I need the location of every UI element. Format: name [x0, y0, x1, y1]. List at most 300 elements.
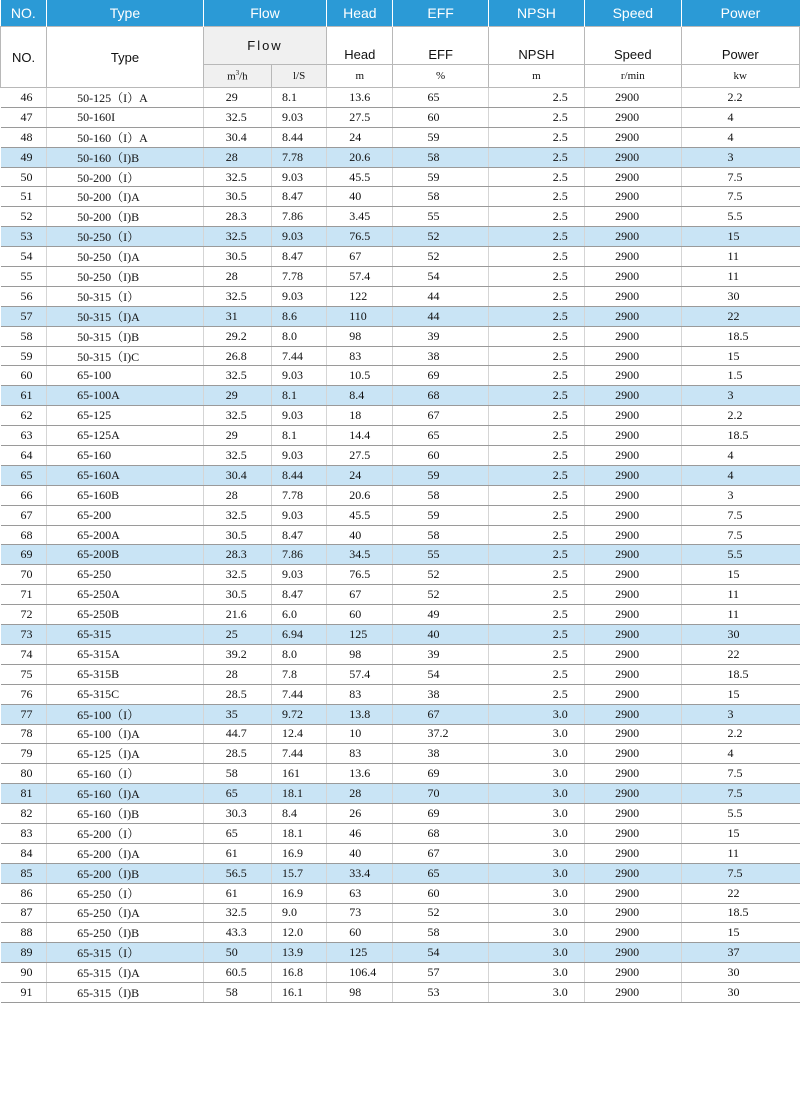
table-row	[1, 88, 800, 108]
cell-type: 65-250	[47, 565, 204, 585]
cell-flow-m3h: 28.5	[203, 684, 271, 704]
table-row	[1, 505, 800, 525]
cell-eff: 54	[393, 943, 488, 963]
cell-flow-m3h: 32.5	[203, 227, 271, 247]
cell-flow-ls: 8.47	[272, 585, 327, 605]
cell-type: 50-160I	[47, 107, 204, 127]
cell-power: 7.5	[681, 187, 800, 207]
header-bar-speed: Speed	[585, 0, 681, 27]
cell-head: 24	[327, 127, 393, 147]
cell-speed: 2900	[585, 704, 681, 724]
cell-flow-ls: 8.47	[272, 187, 327, 207]
cell-flow-ls: 161	[272, 764, 327, 784]
table-row	[1, 625, 800, 645]
cell-speed: 2900	[585, 326, 681, 346]
cell-no: 66	[1, 485, 47, 505]
cell-power: 30	[681, 983, 800, 1003]
cell-npsh: 2.5	[488, 267, 584, 287]
cell-flow-m3h: 43.3	[203, 923, 271, 943]
cell-power: 22	[681, 883, 800, 903]
table-row	[1, 704, 800, 724]
cell-eff: 58	[393, 187, 488, 207]
cell-flow-m3h: 30.4	[203, 465, 271, 485]
cell-npsh: 3.0	[488, 963, 584, 983]
cell-power: 11	[681, 843, 800, 863]
column-header-head: Head	[327, 27, 393, 65]
cell-speed: 2900	[585, 386, 681, 406]
cell-no: 57	[1, 306, 47, 326]
cell-flow-ls: 16.1	[272, 983, 327, 1003]
cell-npsh: 2.5	[488, 684, 584, 704]
table-row	[1, 406, 800, 426]
cell-type: 65-160A	[47, 465, 204, 485]
cell-flow-m3h: 50	[203, 943, 271, 963]
cell-no: 78	[1, 724, 47, 744]
cell-flow-ls: 7.44	[272, 346, 327, 366]
header-bar	[1, 0, 800, 27]
cell-no: 53	[1, 227, 47, 247]
cell-flow-ls: 16.8	[272, 963, 327, 983]
cell-npsh: 2.5	[488, 306, 584, 326]
column-header-row	[1, 27, 800, 65]
table-row	[1, 346, 800, 366]
cell-type: 50-250（I）	[47, 227, 204, 247]
cell-eff: 38	[393, 744, 488, 764]
cell-head: 83	[327, 346, 393, 366]
cell-power: 7.5	[681, 525, 800, 545]
cell-type: 65-125	[47, 406, 204, 426]
cell-head: 20.6	[327, 485, 393, 505]
cell-speed: 2900	[585, 784, 681, 804]
cell-power: 5.5	[681, 207, 800, 227]
cell-speed: 2900	[585, 406, 681, 426]
cell-power: 30	[681, 625, 800, 645]
cell-flow-m3h: 65	[203, 784, 271, 804]
cell-eff: 70	[393, 784, 488, 804]
cell-no: 54	[1, 247, 47, 267]
cell-speed: 2900	[585, 923, 681, 943]
table-row	[1, 664, 800, 684]
table-row	[1, 744, 800, 764]
cell-head: 60	[327, 923, 393, 943]
cell-flow-m3h: 61	[203, 843, 271, 863]
cell-eff: 67	[393, 406, 488, 426]
cell-npsh: 3.0	[488, 903, 584, 923]
cell-power: 5.5	[681, 545, 800, 565]
cell-npsh: 2.5	[488, 88, 584, 108]
cell-no: 87	[1, 903, 47, 923]
cell-npsh: 2.5	[488, 227, 584, 247]
cell-type: 65-160	[47, 446, 204, 466]
table-row	[1, 485, 800, 505]
cell-speed: 2900	[585, 127, 681, 147]
table-row	[1, 107, 800, 127]
cell-head: 40	[327, 525, 393, 545]
cell-speed: 2900	[585, 943, 681, 963]
table-row	[1, 963, 800, 983]
cell-npsh: 3.0	[488, 804, 584, 824]
cell-eff: 59	[393, 465, 488, 485]
table-row	[1, 903, 800, 923]
cell-head: 67	[327, 247, 393, 267]
table-row	[1, 644, 800, 664]
cell-flow-ls: 7.78	[272, 485, 327, 505]
table-row	[1, 784, 800, 804]
cell-head: 122	[327, 286, 393, 306]
unit-power: kw	[681, 65, 800, 88]
cell-speed: 2900	[585, 843, 681, 863]
cell-no: 79	[1, 744, 47, 764]
cell-power: 18.5	[681, 903, 800, 923]
cell-type: 65-200	[47, 505, 204, 525]
table-row	[1, 724, 800, 744]
cell-head: 18	[327, 406, 393, 426]
cell-npsh: 3.0	[488, 744, 584, 764]
cell-head: 125	[327, 625, 393, 645]
cell-type: 65-250A	[47, 585, 204, 605]
cell-type: 65-200B	[47, 545, 204, 565]
cell-power: 2.2	[681, 724, 800, 744]
cell-flow-m3h: 28.3	[203, 207, 271, 227]
cell-type: 65-315B	[47, 664, 204, 684]
cell-no: 58	[1, 326, 47, 346]
cell-flow-ls: 8.47	[272, 247, 327, 267]
cell-power: 3	[681, 386, 800, 406]
cell-eff: 65	[393, 426, 488, 446]
cell-no: 56	[1, 286, 47, 306]
cell-flow-m3h: 32.5	[203, 167, 271, 187]
cell-head: 13.6	[327, 88, 393, 108]
cell-eff: 59	[393, 127, 488, 147]
table-row	[1, 426, 800, 446]
table-row	[1, 883, 800, 903]
cell-eff: 39	[393, 644, 488, 664]
cell-flow-ls: 8.6	[272, 306, 327, 326]
cell-eff: 69	[393, 764, 488, 784]
table-row	[1, 764, 800, 784]
cell-no: 82	[1, 804, 47, 824]
cell-no: 89	[1, 943, 47, 963]
cell-flow-m3h: 44.7	[203, 724, 271, 744]
cell-no: 76	[1, 684, 47, 704]
cell-power: 11	[681, 605, 800, 625]
cell-flow-ls: 6.94	[272, 625, 327, 645]
table-row	[1, 386, 800, 406]
cell-flow-m3h: 28.5	[203, 744, 271, 764]
cell-flow-ls: 13.9	[272, 943, 327, 963]
cell-speed: 2900	[585, 485, 681, 505]
cell-power: 15	[681, 565, 800, 585]
cell-head: 76.5	[327, 565, 393, 585]
cell-npsh: 2.5	[488, 465, 584, 485]
cell-speed: 2900	[585, 207, 681, 227]
cell-power: 18.5	[681, 326, 800, 346]
table-row	[1, 207, 800, 227]
cell-eff: 65	[393, 88, 488, 108]
unit-flow-ls: l/S	[272, 65, 327, 88]
cell-power: 30	[681, 963, 800, 983]
cell-speed: 2900	[585, 247, 681, 267]
cell-head: 98	[327, 644, 393, 664]
cell-flow-ls: 8.1	[272, 426, 327, 446]
cell-eff: 60	[393, 446, 488, 466]
cell-speed: 2900	[585, 88, 681, 108]
cell-flow-m3h: 32.5	[203, 107, 271, 127]
cell-npsh: 2.5	[488, 545, 584, 565]
cell-npsh: 2.5	[488, 565, 584, 585]
cell-npsh: 2.5	[488, 127, 584, 147]
cell-speed: 2900	[585, 903, 681, 923]
cell-no: 90	[1, 963, 47, 983]
cell-no: 64	[1, 446, 47, 466]
cell-eff: 59	[393, 167, 488, 187]
cell-npsh: 3.0	[488, 943, 584, 963]
cell-flow-ls: 16.9	[272, 843, 327, 863]
cell-flow-m3h: 31	[203, 306, 271, 326]
cell-eff: 38	[393, 346, 488, 366]
cell-flow-ls: 9.03	[272, 286, 327, 306]
cell-speed: 2900	[585, 545, 681, 565]
table-row	[1, 943, 800, 963]
cell-npsh: 2.5	[488, 644, 584, 664]
cell-npsh: 2.5	[488, 505, 584, 525]
cell-type: 65-160B	[47, 485, 204, 505]
table-row	[1, 565, 800, 585]
cell-type: 50-200（I)B	[47, 207, 204, 227]
cell-flow-m3h: 29.2	[203, 326, 271, 346]
cell-no: 65	[1, 465, 47, 485]
cell-npsh: 2.5	[488, 605, 584, 625]
table-row	[1, 167, 800, 187]
cell-head: 24	[327, 465, 393, 485]
cell-speed: 2900	[585, 147, 681, 167]
cell-eff: 54	[393, 267, 488, 287]
cell-type: 65-125A	[47, 426, 204, 446]
cell-flow-m3h: 58	[203, 764, 271, 784]
cell-flow-m3h: 28.3	[203, 545, 271, 565]
cell-head: 83	[327, 684, 393, 704]
cell-eff: 53	[393, 983, 488, 1003]
cell-power: 4	[681, 446, 800, 466]
unit-head: m	[327, 65, 393, 88]
cell-speed: 2900	[585, 983, 681, 1003]
cell-speed: 2900	[585, 107, 681, 127]
cell-eff: 52	[393, 247, 488, 267]
cell-head: 20.6	[327, 147, 393, 167]
cell-type: 65-315A	[47, 644, 204, 664]
cell-flow-ls: 8.44	[272, 465, 327, 485]
cell-no: 67	[1, 505, 47, 525]
cell-head: 45.5	[327, 167, 393, 187]
cell-type: 65-315（I）	[47, 943, 204, 963]
cell-flow-ls: 7.8	[272, 664, 327, 684]
cell-npsh: 3.0	[488, 983, 584, 1003]
cell-type: 65-250（I)B	[47, 923, 204, 943]
column-header-type: Type	[47, 27, 204, 88]
cell-head: 46	[327, 823, 393, 843]
cell-speed: 2900	[585, 267, 681, 287]
cell-speed: 2900	[585, 565, 681, 585]
cell-no: 91	[1, 983, 47, 1003]
table-row	[1, 804, 800, 824]
cell-type: 50-160（I）A	[47, 127, 204, 147]
cell-eff: 67	[393, 704, 488, 724]
cell-flow-m3h: 26.8	[203, 346, 271, 366]
cell-power: 1.5	[681, 366, 800, 386]
cell-type: 50-200（I)A	[47, 187, 204, 207]
column-header-npsh: NPSH	[488, 27, 584, 65]
cell-speed: 2900	[585, 366, 681, 386]
cell-type: 65-160（I)B	[47, 804, 204, 824]
cell-power: 3	[681, 485, 800, 505]
cell-head: 57.4	[327, 664, 393, 684]
cell-flow-m3h: 30.3	[203, 804, 271, 824]
cell-npsh: 2.5	[488, 585, 584, 605]
cell-npsh: 2.5	[488, 247, 584, 267]
cell-power: 4	[681, 127, 800, 147]
table-row	[1, 684, 800, 704]
cell-flow-ls: 7.78	[272, 147, 327, 167]
cell-speed: 2900	[585, 724, 681, 744]
cell-eff: 58	[393, 525, 488, 545]
cell-head: 40	[327, 187, 393, 207]
cell-npsh: 2.5	[488, 525, 584, 545]
cell-flow-m3h: 30.5	[203, 525, 271, 545]
cell-speed: 2900	[585, 883, 681, 903]
cell-eff: 68	[393, 823, 488, 843]
cell-no: 55	[1, 267, 47, 287]
cell-flow-m3h: 32.5	[203, 505, 271, 525]
header-bar-no: NO.	[1, 0, 47, 27]
cell-eff: 40	[393, 625, 488, 645]
table-row	[1, 127, 800, 147]
cell-power: 7.5	[681, 764, 800, 784]
cell-no: 73	[1, 625, 47, 645]
cell-no: 61	[1, 386, 47, 406]
cell-head: 60	[327, 605, 393, 625]
cell-power: 15	[681, 684, 800, 704]
unit-flow-m3h-sup: 3	[235, 69, 240, 78]
cell-flow-ls: 9.03	[272, 565, 327, 585]
column-header-eff: EFF	[393, 27, 488, 65]
cell-eff: 60	[393, 883, 488, 903]
cell-no: 47	[1, 107, 47, 127]
cell-flow-m3h: 25	[203, 625, 271, 645]
cell-flow-ls: 8.4	[272, 804, 327, 824]
table-row	[1, 983, 800, 1003]
cell-type: 65-250（I）	[47, 883, 204, 903]
cell-flow-m3h: 28	[203, 485, 271, 505]
cell-power: 3	[681, 704, 800, 724]
cell-npsh: 3.0	[488, 923, 584, 943]
table-row	[1, 605, 800, 625]
cell-flow-m3h: 32.5	[203, 406, 271, 426]
cell-flow-m3h: 61	[203, 883, 271, 903]
cell-flow-m3h: 39.2	[203, 644, 271, 664]
cell-type: 50-250（I)A	[47, 247, 204, 267]
cell-no: 63	[1, 426, 47, 446]
cell-power: 15	[681, 923, 800, 943]
cell-power: 5.5	[681, 804, 800, 824]
cell-flow-ls: 7.86	[272, 207, 327, 227]
cell-eff: 37.2	[393, 724, 488, 744]
cell-eff: 57	[393, 963, 488, 983]
cell-power: 7.5	[681, 784, 800, 804]
cell-flow-ls: 9.0	[272, 903, 327, 923]
cell-type: 50-315（I)B	[47, 326, 204, 346]
cell-npsh: 3.0	[488, 784, 584, 804]
cell-flow-m3h: 58	[203, 983, 271, 1003]
cell-power: 3	[681, 147, 800, 167]
table-row	[1, 585, 800, 605]
cell-type: 65-100（I）	[47, 704, 204, 724]
cell-npsh: 2.5	[488, 386, 584, 406]
cell-eff: 55	[393, 545, 488, 565]
cell-speed: 2900	[585, 664, 681, 684]
cell-no: 50	[1, 167, 47, 187]
cell-head: 13.8	[327, 704, 393, 724]
cell-no: 75	[1, 664, 47, 684]
cell-head: 8.4	[327, 386, 393, 406]
cell-npsh: 2.5	[488, 326, 584, 346]
cell-no: 80	[1, 764, 47, 784]
cell-speed: 2900	[585, 644, 681, 664]
cell-power: 11	[681, 267, 800, 287]
cell-flow-m3h: 29	[203, 88, 271, 108]
cell-flow-ls: 16.9	[272, 883, 327, 903]
cell-flow-ls: 9.03	[272, 505, 327, 525]
cell-speed: 2900	[585, 187, 681, 207]
cell-no: 52	[1, 207, 47, 227]
cell-flow-m3h: 32.5	[203, 366, 271, 386]
cell-no: 68	[1, 525, 47, 545]
cell-power: 2.2	[681, 88, 800, 108]
cell-speed: 2900	[585, 625, 681, 645]
cell-flow-m3h: 29	[203, 386, 271, 406]
cell-head: 33.4	[327, 863, 393, 883]
cell-npsh: 2.5	[488, 207, 584, 227]
cell-npsh: 3.0	[488, 764, 584, 784]
cell-power: 15	[681, 227, 800, 247]
header-bar-type: Type	[47, 0, 204, 27]
cell-power: 7.5	[681, 505, 800, 525]
cell-eff: 52	[393, 227, 488, 247]
cell-npsh: 2.5	[488, 107, 584, 127]
cell-flow-m3h: 30.4	[203, 127, 271, 147]
cell-flow-ls: 8.44	[272, 127, 327, 147]
table-row	[1, 525, 800, 545]
cell-power: 18.5	[681, 664, 800, 684]
cell-npsh: 2.5	[488, 446, 584, 466]
cell-head: 13.6	[327, 764, 393, 784]
cell-flow-m3h: 35	[203, 704, 271, 724]
table-row	[1, 187, 800, 207]
unit-npsh: m	[488, 65, 584, 88]
cell-power: 15	[681, 346, 800, 366]
cell-type: 65-160（I)A	[47, 784, 204, 804]
cell-type: 50-125（I）A	[47, 88, 204, 108]
cell-type: 50-315（I)C	[47, 346, 204, 366]
table-row	[1, 545, 800, 565]
cell-speed: 2900	[585, 804, 681, 824]
cell-npsh: 3.0	[488, 823, 584, 843]
cell-speed: 2900	[585, 426, 681, 446]
cell-head: 110	[327, 306, 393, 326]
cell-npsh: 2.5	[488, 406, 584, 426]
cell-speed: 2900	[585, 963, 681, 983]
cell-type: 50-200（I）	[47, 167, 204, 187]
cell-flow-m3h: 65	[203, 823, 271, 843]
